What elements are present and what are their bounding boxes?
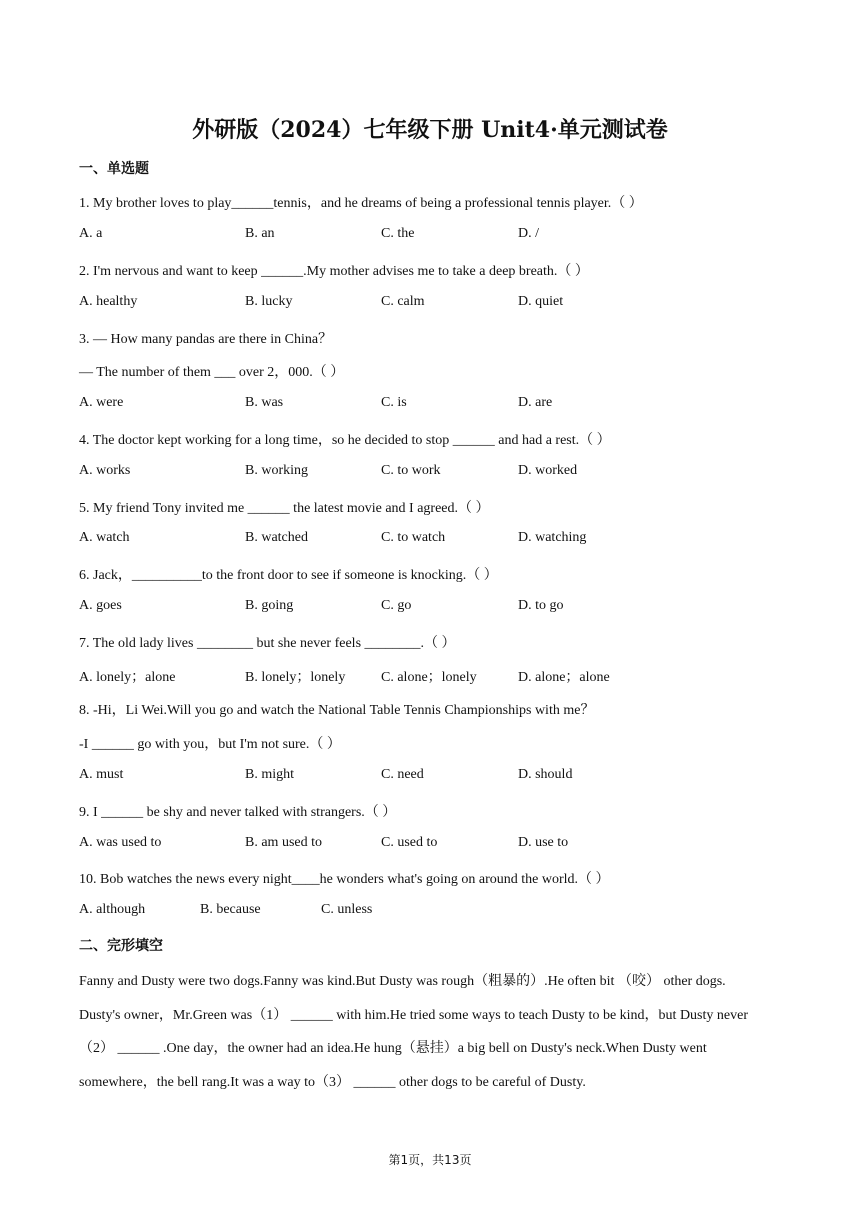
question-text-line2: -I ______ go with you，but I'm not sure.（ ） xyxy=(79,737,341,752)
question-text: 3. — How many pandas are there in China？ xyxy=(79,332,333,347)
question-options xyxy=(79,902,779,922)
option-c: C. need xyxy=(381,767,424,782)
question-text: 1. My brother loves to play______tennis，and he dreams of being a professional tennis player.（ ） xyxy=(79,196,643,211)
question-options xyxy=(79,463,779,483)
question-options xyxy=(79,530,779,550)
option-b: B. am used to xyxy=(245,835,322,850)
option-a: A. although xyxy=(79,902,146,917)
section-heading-cloze: 二、完形填空 xyxy=(79,938,163,954)
option-c: C. used to xyxy=(381,835,438,850)
option-d: D. use to xyxy=(518,835,569,850)
option-d: D. watching xyxy=(518,530,587,545)
option-c: C. to watch xyxy=(381,530,446,545)
question-text: 9. I ______ be shy and never talked with strangers.（ ） xyxy=(79,805,397,820)
option-b: B. because xyxy=(200,902,261,917)
option-a: A. were xyxy=(79,395,124,410)
question-options xyxy=(79,835,779,855)
option-c: C. alone；lonely xyxy=(381,670,477,685)
option-a: A. a xyxy=(79,226,103,241)
passage-line: （2） ______ .One day，the owner had an idea.He hung（悬挂）a big bell on Dusty's neck.When Dusty went xyxy=(79,1041,707,1056)
option-c: C. is xyxy=(381,395,407,410)
option-a: A. works xyxy=(79,463,131,478)
option-c: C. the xyxy=(381,226,415,241)
option-d: D. to go xyxy=(518,598,564,613)
passage-line: Dusty's owner，Mr.Green was（1） ______ with him.He tried some ways to teach Dusty to be kind，but Dusty never xyxy=(79,1008,748,1023)
page-title: 外研版（2024）七年级下册 Unit4·单元测试卷 xyxy=(192,117,668,143)
question-text: 5. My friend Tony invited me ______ the latest movie and I agreed.（ ） xyxy=(79,501,490,516)
option-d: D. should xyxy=(518,767,573,782)
question-options xyxy=(79,666,779,686)
option-a: A. watch xyxy=(79,530,130,545)
question-options xyxy=(79,598,779,618)
option-b: B. lonely；lonely xyxy=(245,670,346,685)
option-d: D. / xyxy=(518,226,539,241)
option-a: A. lonely；alone xyxy=(79,670,176,685)
option-b: B. watched xyxy=(245,530,308,545)
option-a: A. was used to xyxy=(79,835,162,850)
option-d: D. quiet xyxy=(518,294,564,309)
question-text-line2: — The number of them ___ over 2，000.（ ） xyxy=(79,365,345,380)
option-c: C. unless xyxy=(321,902,373,917)
option-d: D. are xyxy=(518,395,553,410)
passage-line: somewhere，the bell rang.It was a way to（3） ______ other dogs to be careful of Dusty. xyxy=(79,1075,586,1090)
option-c: C. calm xyxy=(381,294,425,309)
question-options xyxy=(79,226,779,246)
page-number: 第1页，共13页 xyxy=(388,1153,472,1167)
question-text: 8. -Hi，Li Wei.Will you go and watch the National Table Tennis Championships with me？ xyxy=(79,703,595,718)
option-c: C. to work xyxy=(381,463,441,478)
option-b: B. working xyxy=(245,463,308,478)
option-a: A. goes xyxy=(79,598,122,613)
question-text: 10. Bob watches the news every night____he wonders what's going on around the world.（ ） xyxy=(79,872,610,887)
option-b: B. an xyxy=(245,226,275,241)
question-options xyxy=(79,395,779,415)
option-d: D. worked xyxy=(518,463,578,478)
option-b: B. might xyxy=(245,767,295,782)
question-text: 4. The doctor kept working for a long time，so he decided to stop ______ and had a rest.（ ） xyxy=(79,433,611,448)
option-a: A. healthy xyxy=(79,294,138,309)
question-text: 7. The old lady lives ________ but she never feels ________.（ ） xyxy=(79,636,456,651)
question-text: 2. I'm nervous and want to keep ______.My mother advises me to take a deep breath.（ ） xyxy=(79,264,589,279)
option-b: B. going xyxy=(245,598,294,613)
option-b: B. was xyxy=(245,395,284,410)
passage-line: Fanny and Dusty were two dogs.Fanny was kind.But Dusty was rough（粗暴的）.He often bit （咬） other dogs. xyxy=(79,974,726,989)
question-text: 6. Jack，__________to the front door to see if someone is knocking.（ ） xyxy=(79,568,498,583)
section-heading-multiple-choice: 一、单选题 xyxy=(79,161,149,177)
question-options xyxy=(79,294,779,314)
option-a: A. must xyxy=(79,767,124,782)
option-d: D. alone；alone xyxy=(518,670,610,685)
option-b: B. lucky xyxy=(245,294,293,309)
option-c: C. go xyxy=(381,598,412,613)
question-options xyxy=(79,767,779,787)
